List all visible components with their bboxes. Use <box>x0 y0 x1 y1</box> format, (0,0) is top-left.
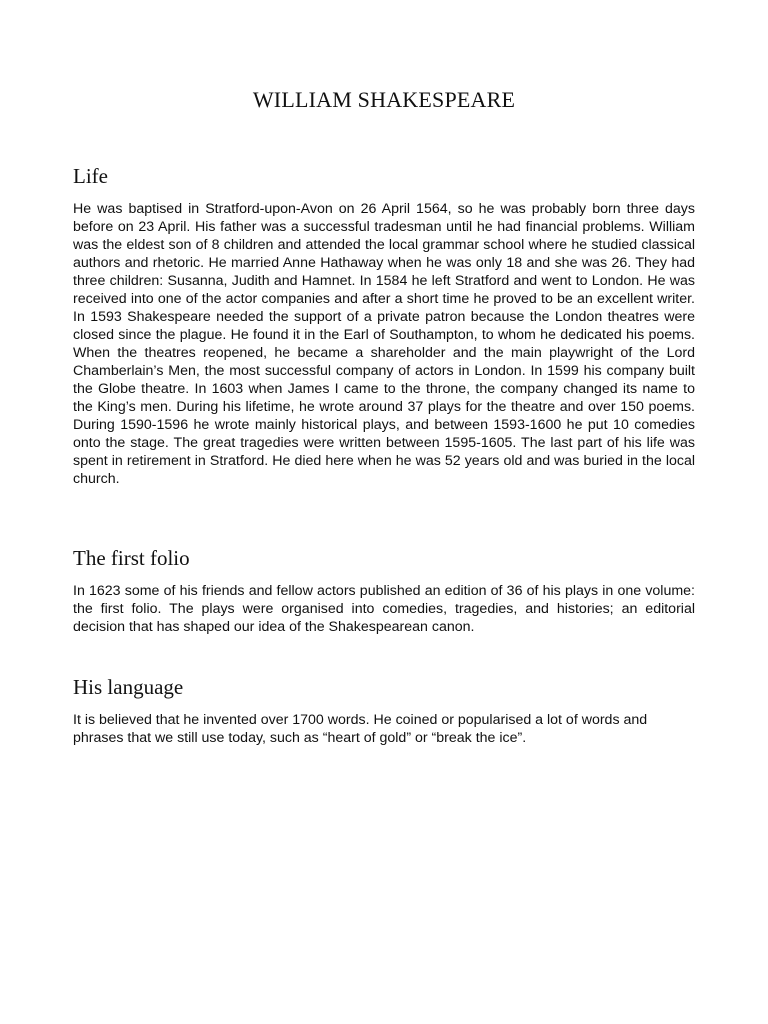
section-heading-his-language: His language <box>73 675 184 699</box>
section-body-his-language: It is believed that he invented over 1700 words. He coined or popularised a lot of words and phrases that we still use today, such as “heart of gold” or “break the ice”. <box>73 712 648 746</box>
section-heading-life: Life <box>73 164 108 188</box>
document-title: WILLIAM SHAKESPEARE <box>252 87 516 112</box>
section-heading-first-folio: The first folio <box>73 546 190 570</box>
section-body-life: He was baptised in Stratford-upon-Avon on 26 April 1564, so he was probably born three days before on 23 April. His father was a successful tradesman until he had financial problems. William was the eldest son of 8 children and attended the local grammar school where he studied classical authors and rhetoric. He married Anne Hathaway when he was only 18 and she was 26. They had three children: Susanna, Judith and Hamnet. In 1584 he left Stratford and went to London. He was received into one of the actor companies and after a short time he proved to be an excellent writer. In 1593 Shakespeare needed the support of a private patron because the London theatres were closed since the plague. He found it in the Earl of Southampton, to whom he dedicated his poems. When the theatres reopened, he became a shareholder and the main playwright of the Lord Chamberlain’s Men, the most successful company of actors in London. In 1599 his company built the Globe theatre. In 1603 when James I came to the throne, the company changed its name to the King’s men. During his lifetime, he wrote around 37 plays for the theatre and over 150 poems. During 1590-1596 he wrote mainly historical plays, and between 1593-1600 he put 10 comedies onto the stage. The great tragedies were written between 1595-1605. The last part of his life was spent in retirement in Stratford. He died here when he was 52 years old and was buried in the local church. <box>73 201 695 487</box>
section-body-first-folio: In 1623 some of his friends and fellow actors published an edition of 36 of his plays in one volume: the first folio. The plays were organised into comedies, tragedies, and histories; an editorial decision that has shaped our idea of the Shakespearean canon. <box>73 583 695 635</box>
